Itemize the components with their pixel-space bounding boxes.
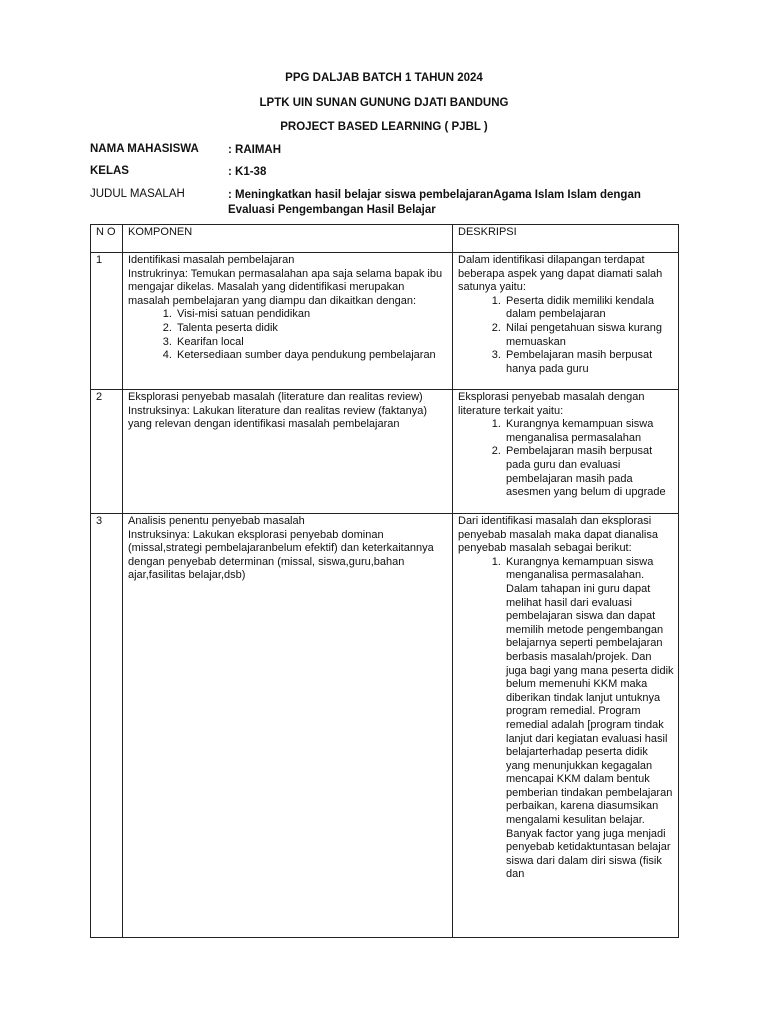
header-line-1: PPG DALJAB BATCH 1 TAHUN 2024 xyxy=(285,72,483,84)
deskripsi-text: Dalam identifikasi dilapangan terdapat beberapa aspek yang dapat diamati salah satunya yaitu: xyxy=(458,254,663,294)
list-item: 3. Pembelajaran masih berpusat hanya pada guru xyxy=(504,349,674,376)
table-row xyxy=(91,390,679,514)
deskripsi-clip xyxy=(458,515,674,937)
komponen-title: Analisis penentu penyebab masalah xyxy=(128,515,305,527)
komponen-title: Eksplorasi penyebab masalah (literature dan realitas review) xyxy=(128,391,423,403)
table-row xyxy=(91,514,679,938)
row-deskripsi xyxy=(453,390,679,514)
nama-label: NAMA MAHASISWA xyxy=(90,143,199,155)
komponen-title: Identifikasi masalah pembelajaran xyxy=(128,254,295,266)
deskripsi-list xyxy=(458,295,674,377)
row-no: 3 xyxy=(91,514,123,938)
row-no: 1 xyxy=(91,253,123,390)
deskripsi-text: Eksplorasi penyebab masalah dengan literature terkait yaitu: xyxy=(458,391,645,417)
row-deskripsi xyxy=(453,514,679,938)
list-item: 1. Peserta didik memiliki kendala dalam pembelajaran xyxy=(504,295,674,322)
kelas-label: KELAS xyxy=(90,165,129,177)
deskripsi-text: Dari identifikasi masalah dan eksplorasi penyebab masalah maka dapat dianalisa penyebab masalah sebagai berikut: xyxy=(458,515,658,555)
table-header-row xyxy=(91,225,679,253)
header-line-3: PROJECT BASED LEARNING ( PJBL ) xyxy=(280,121,488,133)
komponen-text: Instruksinya: Lakukan literature dan realitas review (faktanya) yang relevan dengan identifikasi masalah pembelajaran xyxy=(128,404,427,431)
pjbl-table xyxy=(90,224,679,938)
header-no: N O xyxy=(91,225,123,253)
judul-label: JUDUL MASALAH xyxy=(90,188,185,200)
list-item: 1. Visi-misi satuan pendidikan xyxy=(175,308,448,322)
list-item: 1. Kurangnya kemampuan siswa menganalisa permasalahan. Dalam tahapan ini guru dapat melihat hasil dari evaluasi pembelajaran siswa dan dapat memilih metode pengembangan belajarnya seperti pembelajaran berbasis masalah/projek. Dan juga bagi yang mana peserta didik belum memenuhi KKM maka diberikan tindak lanjut untuknya program remedial. Program remedial adalah [program tindak lanjut dari kegiatan evaluasi hasil belajarterhadap peserta didik yang menunjukkan kegagalan mencapai KKM dalam bentuk pemberian tindakan pembelajaran perbaikan, karena diasumsikan mengalami kesulitan belajar. Banyak factor yang juga menjadi penyebab ketidaktuntasan belajar siswa dari dalam diri siswa (fisik dan xyxy=(504,556,674,882)
deskripsi-list xyxy=(458,418,674,500)
header-komponen: KOMPONEN xyxy=(123,225,453,253)
list-item: 4. Ketersediaan sumber daya pendukung pembelajaran xyxy=(175,349,448,363)
row-komponen xyxy=(123,253,453,390)
list-item: 2. Pembelajaran masih berpusat pada guru dan evaluasi pembelajaran masih pada asesmen yang belum di upgrade xyxy=(504,445,674,499)
komponen-text: Instruksinya: Lakukan eksplorasi penyebab dominan (missal,strategi pembelajaranbelum efektif) dan keterkaitannya dengan penyebab determinan (missal, siswa,guru,bahan ajar,fasilitas belajar,dsb) xyxy=(128,528,434,582)
list-item: 3. Kearifan local xyxy=(175,336,448,350)
row-deskripsi xyxy=(453,253,679,390)
komponen-list xyxy=(128,308,448,362)
row-komponen xyxy=(123,390,453,514)
list-item: 1. Kurangnya kemampuan siswa menganalisa permasalahan xyxy=(504,418,674,445)
judul-value: : Meningkatkan hasil belajar siswa pembelajaranAgama Islam Islam dengan Evaluasi Pengembangan Hasil Belajar xyxy=(228,189,641,216)
table-row xyxy=(91,253,679,390)
deskripsi-list xyxy=(458,556,674,882)
kelas-value: : K1-38 xyxy=(228,166,267,178)
list-item: 2. Nilai pengetahuan siswa kurang memuaskan xyxy=(504,322,674,349)
header-deskripsi: DESKRIPSI xyxy=(453,225,679,253)
header-line-2: LPTK UIN SUNAN GUNUNG DJATI BANDUNG xyxy=(259,97,509,109)
komponen-text: Instrukrinya: Temukan permasalahan apa saja selama bapak ibu mengajar dikelas. Masalah yang didentifikasi merupakan masalah pembelajaran yang diampu dan dikaitkan dengan: xyxy=(128,267,443,307)
row-komponen xyxy=(123,514,453,938)
row-no: 2 xyxy=(91,390,123,514)
list-item: 2. Talenta peserta didik xyxy=(175,322,448,336)
nama-value: : RAIMAH xyxy=(228,144,282,156)
